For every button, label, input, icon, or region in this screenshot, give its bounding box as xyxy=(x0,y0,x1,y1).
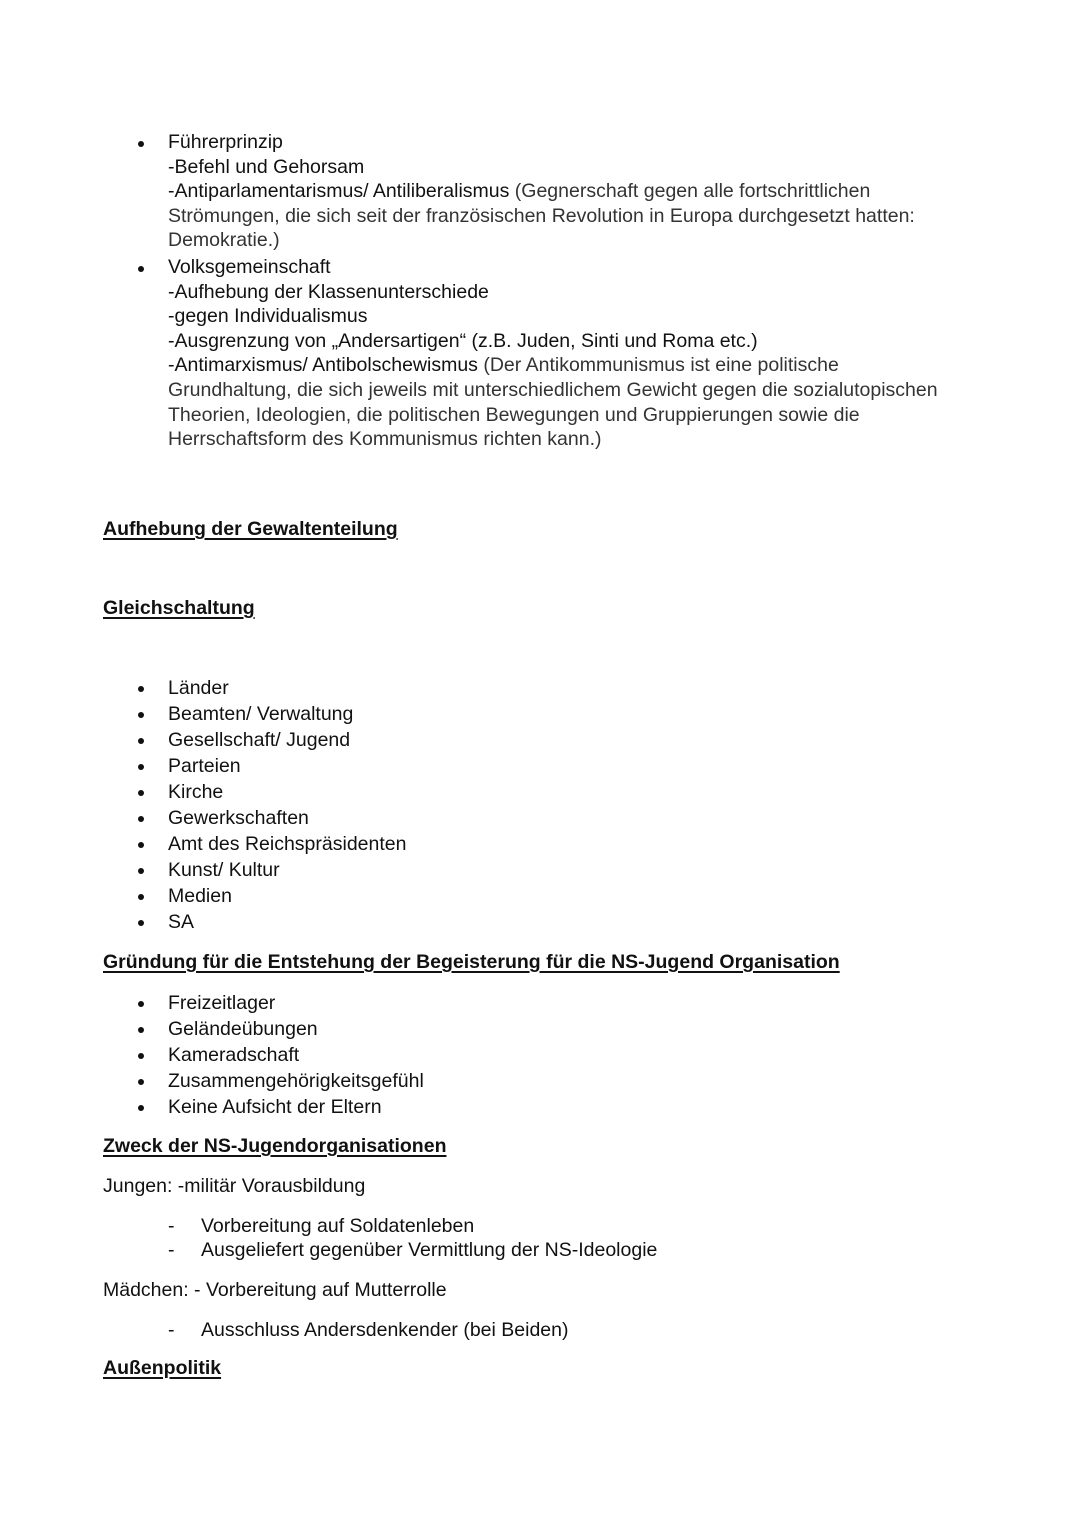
list-item: Gesellschaft/ Jugend xyxy=(0,728,700,754)
bullet-icon xyxy=(138,141,144,147)
maedchen-list xyxy=(0,1318,800,1344)
list-item: Medien xyxy=(0,884,700,910)
list-item: Gewerkschaften xyxy=(0,806,700,832)
list-item: SA xyxy=(0,910,700,936)
bullet-icon xyxy=(138,1053,144,1059)
list-item: Beamten/ Verwaltung xyxy=(0,702,700,728)
ideology-line: -Ausgrenzung von „Andersartigen“ (z.B. Juden, Sinti und Roma etc.) xyxy=(168,329,758,352)
heading-begeisterung: Gründung für die Entstehung der Begeisterung für die NS-Jugend Organisation xyxy=(103,951,840,973)
bullet-icon xyxy=(138,920,144,926)
ideology-line: Herrschaftsform des Kommunismus richten kann.) xyxy=(168,428,602,451)
begeisterung-list xyxy=(0,991,700,1126)
bullet-icon xyxy=(138,790,144,796)
ideology-line: -Antimarxismus/ Antibolschewismus (Der Antikommunismus ist eine politische xyxy=(168,354,839,377)
heading-gleichschaltung: Gleichschaltung xyxy=(103,597,255,619)
list-item: - Ausgeliefert gegenüber Vermittlung der NS-Ideologie xyxy=(168,1239,658,1261)
list-item: Länder xyxy=(0,676,700,702)
jungen-list xyxy=(0,1214,800,1266)
list-item: - Ausschluss Andersdenkender (bei Beiden) xyxy=(168,1319,569,1341)
list-item: Kunst/ Kultur xyxy=(0,858,700,884)
heading-zweck: Zweck der NS-Jugendorganisationen xyxy=(103,1135,447,1157)
ideology-line: Theorien, Ideologien, die politischen Bewegungen und Gruppierungen sowie die xyxy=(168,403,860,426)
list-item: - Vorbereitung auf Soldatenleben xyxy=(168,1215,475,1237)
bullet-icon xyxy=(138,738,144,744)
bullet-icon xyxy=(138,1105,144,1111)
ideology-item-title: Führerprinzip xyxy=(168,131,283,153)
jungen-label: Jungen: -militär Vorausbildung xyxy=(103,1175,366,1197)
ideology-line: -Aufhebung der Klassenunterschiede xyxy=(168,280,489,303)
list-item: Kameradschaft xyxy=(0,1043,700,1069)
bullet-icon xyxy=(138,712,144,718)
dash-bullet-icon: - xyxy=(168,1239,175,1261)
bullet-icon xyxy=(138,894,144,900)
list-item: Freizeitlager xyxy=(0,991,700,1017)
dash-bullet-icon: - xyxy=(168,1319,175,1341)
list-item: Keine Aufsicht der Eltern xyxy=(0,1095,700,1121)
ideology-item-title: Volksgemeinschaft xyxy=(168,256,331,278)
heading-aussenpolitik: Außenpolitik xyxy=(103,1357,222,1379)
ideology-line: -Antiparlamentarismus/ Antiliberalismus (Gegnerschaft gegen alle fortschrittlichen xyxy=(168,180,871,203)
ideology-line: -Befehl und Gehorsam xyxy=(168,155,365,178)
bullet-icon xyxy=(138,266,144,272)
ideology-line: Demokratie.) xyxy=(168,229,280,252)
bullet-icon xyxy=(138,842,144,848)
bullet-icon xyxy=(138,816,144,822)
list-item: Kirche xyxy=(0,780,700,806)
ideology-line: -gegen Individualismus xyxy=(168,305,368,328)
bullet-icon xyxy=(138,1001,144,1007)
list-item: Parteien xyxy=(0,754,700,780)
dash-bullet-icon: - xyxy=(168,1215,175,1237)
maedchen-label: Mädchen: - Vorbereitung auf Mutterrolle xyxy=(103,1279,447,1301)
bullet-icon xyxy=(138,764,144,770)
bullet-icon xyxy=(138,1027,144,1033)
list-item: Geländeübungen xyxy=(0,1017,700,1043)
ideology-line: Strömungen, die sich seit der französischen Revolution in Europa durchgesetzt hatten: xyxy=(168,204,915,227)
heading-gewaltenteilung: Aufhebung der Gewaltenteilung xyxy=(103,518,398,540)
ideology-line: Grundhaltung, die sich jeweils mit unterschiedlichem Gewicht gegen die sozialutopischen xyxy=(168,379,938,401)
bullet-icon xyxy=(138,686,144,692)
bullet-icon xyxy=(138,868,144,874)
bullet-icon xyxy=(138,1079,144,1085)
gleichschaltung-list xyxy=(0,676,700,946)
list-item: Zusammengehörigkeitsgefühl xyxy=(0,1069,700,1095)
list-item: Amt des Reichspräsidenten xyxy=(0,832,700,858)
